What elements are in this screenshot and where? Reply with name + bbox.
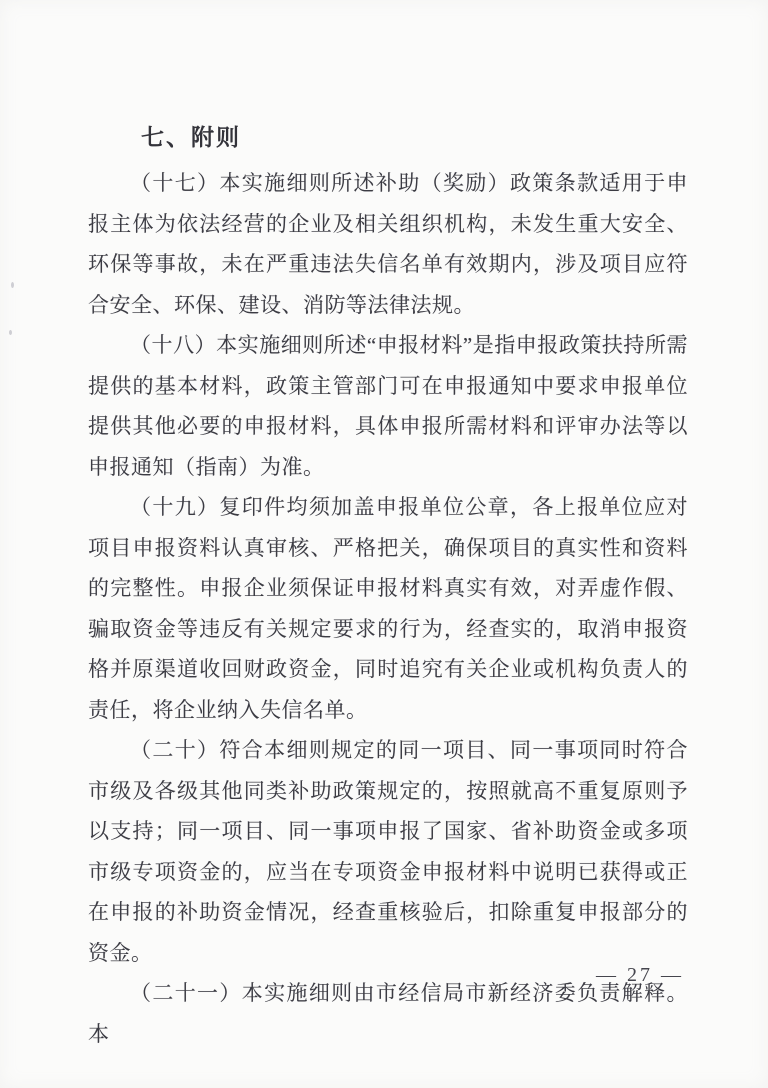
document-body bbox=[88, 116, 688, 1054]
paragraph-17: （十七）本实施细则所述补助（奖励）政策条款适用于申报主体为依法经营的企业及相关组织机构，未发生重大安全、环保等事故，未在严重违法失信名单有效期内，涉及项目应符合安全、环保、建设、消防等法律法规。 bbox=[88, 171, 688, 317]
paragraph-21: （二十一）本实施细则由市经信局市新经济委负责解释。本 bbox=[88, 981, 688, 1046]
paragraph-19: （十九）复印件均须加盖申报单位公章，各上报单位应对项目申报资料认真审核、严格把关，确保项目的真实性和资料的完整性。申报企业须保证申报材料真实有效，对弄虚作假、骗取资金等违反有关规定要求的行为，经查实的，取消申报资格并原渠道收回财政资金，同时追究有关企业或机构负责人的责任，将企业纳入失信名单。 bbox=[88, 495, 688, 722]
paragraph-20: （二十）符合本细则规定的同一项目、同一事项同时符合市级及各级其他同类补助政策规定的，按照就高不重复原则予以支持；同一项目、同一事项申报了国家、省补助资金或多项市级专项资金的，应当在专项资金申报材料中说明已获得或正在申报的补助资金情况，经查重核验后，扣除重复申报部分的资金。 bbox=[88, 738, 688, 965]
page-number: — 27 — bbox=[596, 964, 684, 986]
scan-speck bbox=[11, 282, 14, 288]
paragraph-18: （十八）本实施细则所述“申报材料”是指申报政策扶持所需提供的基本材料，政策主管部门可在申报通知中要求申报单位提供其他必要的申报材料，具体申报所需材料和评审办法等以申报通知（指南）为准。 bbox=[88, 333, 688, 479]
scan-speck bbox=[9, 330, 12, 335]
section-heading: 七、附则 bbox=[141, 124, 241, 150]
